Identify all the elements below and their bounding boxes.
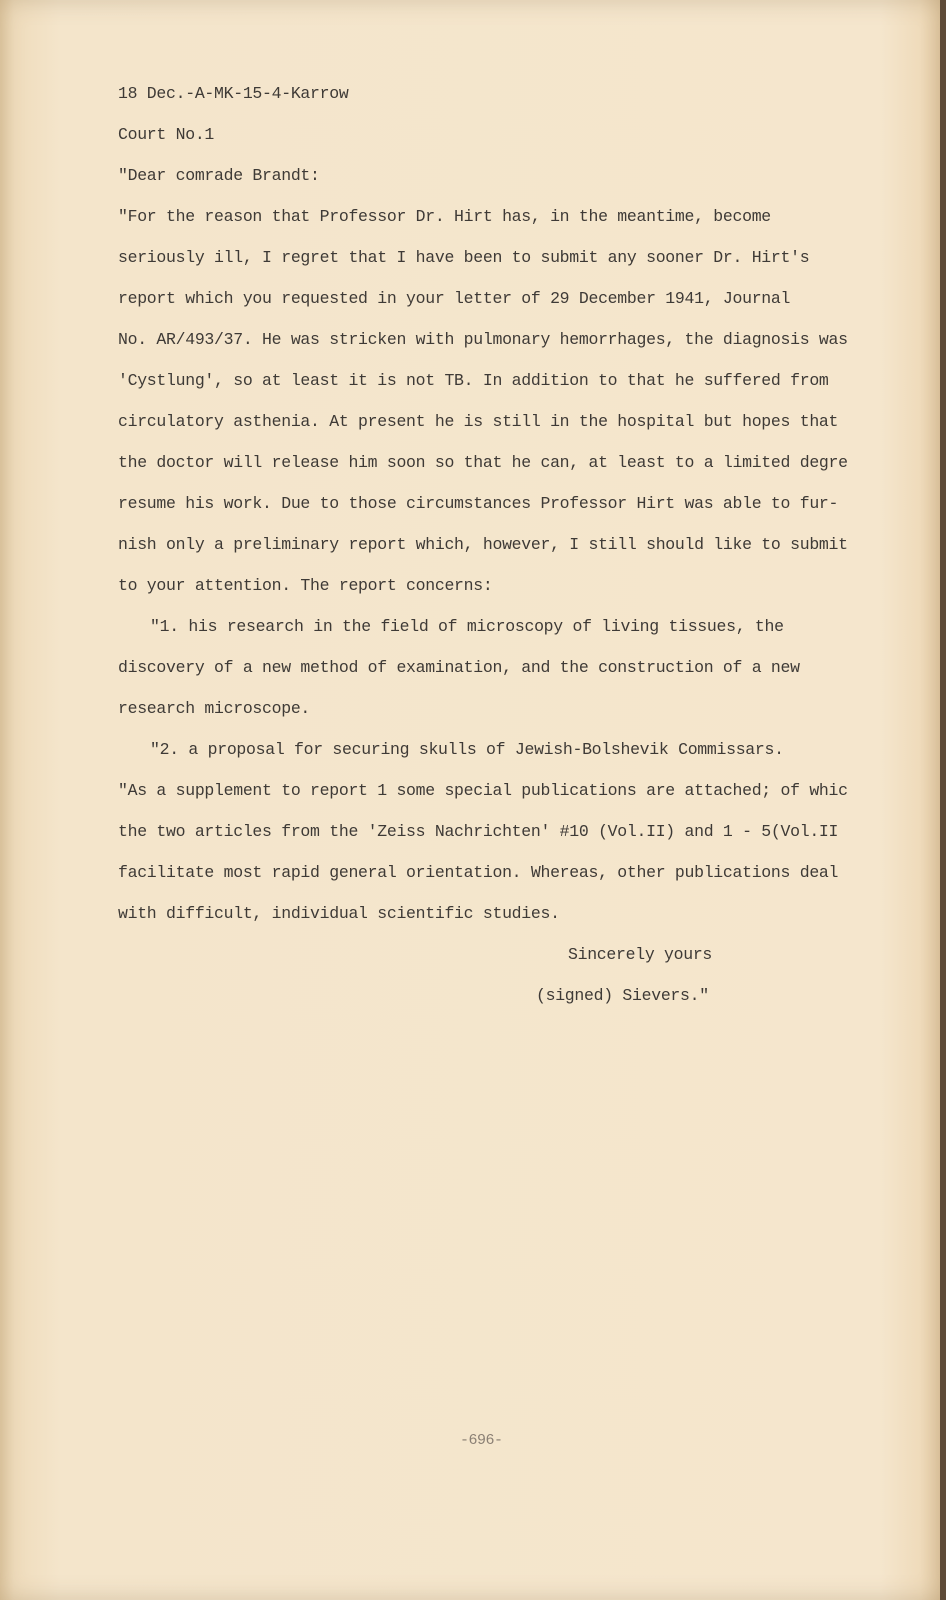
body-line: the doctor will release him soon so that he can, at least to a limited degre xyxy=(118,453,848,472)
signature: (signed) Sievers." xyxy=(536,986,709,1005)
closing: Sincerely yours xyxy=(568,945,713,964)
body-line: circulatory asthenia. At present he is still in the hospital but hopes that xyxy=(118,412,839,431)
page-number: -696- xyxy=(460,1432,503,1449)
item-1-line: discovery of a new method of examination, and the construction of a new xyxy=(118,658,800,677)
salutation: "Dear comrade Brandt: xyxy=(118,166,320,185)
supplement-line: "As a supplement to report 1 some special publications are attached; of whic xyxy=(118,781,848,800)
supplement-line: facilitate most rapid general orientation. Whereas, other publications deal xyxy=(118,863,839,882)
body-line: nish only a preliminary report which, however, I still should like to submit xyxy=(118,535,848,554)
item-1-line: research microscope. xyxy=(118,699,311,718)
item-2-line: "2. a proposal for securing skulls of Jewish-Bolshevik Commissars. xyxy=(150,740,784,759)
supplement-line: the two articles from the 'Zeiss Nachrichten' #10 (Vol.II) and 1 - 5(Vol.II xyxy=(118,822,839,841)
body-line: No. AR/493/37. He was stricken with pulmonary hemorrhages, the diagnosis was xyxy=(118,330,848,349)
body-line: "For the reason that Professor Dr. Hirt has, in the meantime, become xyxy=(118,207,771,226)
body-line: to your attention. The report concerns: xyxy=(118,576,493,595)
item-1-line: "1. his research in the field of microscopy of living tissues, the xyxy=(150,617,784,636)
body-line: resume his work. Due to those circumstances Professor Hirt was able to fur- xyxy=(118,494,839,513)
document-reference: 18 Dec.-A-MK-15-4-Karrow xyxy=(118,84,349,103)
supplement-line: with difficult, individual scientific studies. xyxy=(118,904,560,923)
body-line: report which you requested in your letter of 29 December 1941, Journal xyxy=(118,289,791,308)
body-line: 'Cystlung', so at least it is not TB. In addition to that he suffered from xyxy=(118,371,829,390)
body-line: seriously ill, I regret that I have been to submit any sooner Dr. Hirt's xyxy=(118,248,810,267)
page-edge xyxy=(940,0,946,1600)
court-number: Court No.1 xyxy=(118,125,215,144)
